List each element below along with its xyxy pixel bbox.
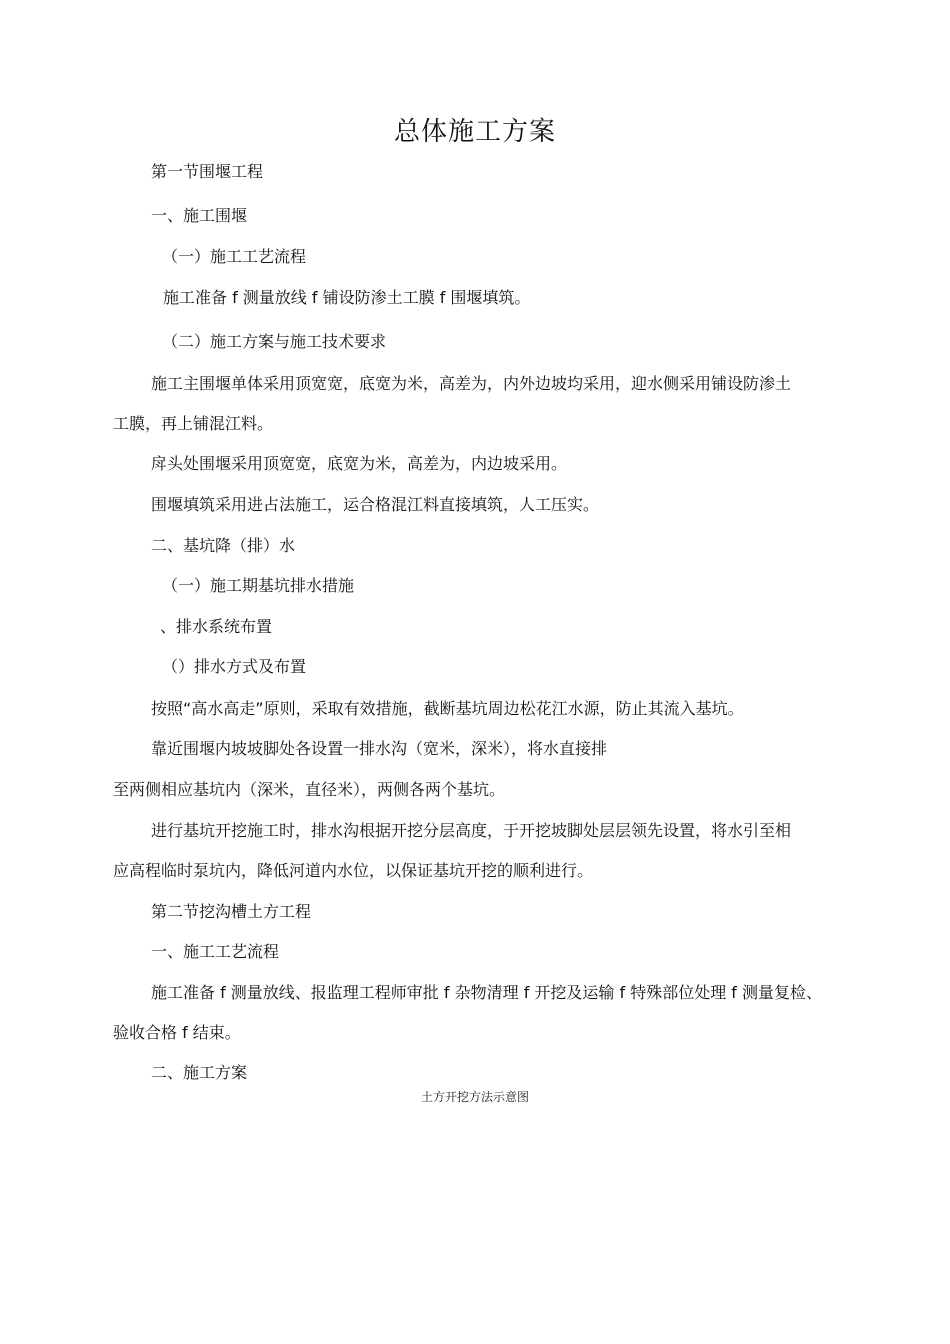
figure-caption: 土方开挖方法示意图 [420,1090,529,1104]
section-heading: 第一节围堰工程 [151,162,264,181]
paragraph-line: 围堰填筑采用进占法施工，运合格混江料直接填筑，人工压实。 [151,495,600,514]
subsection-heading: 二、基坑降（排）水 [151,536,296,555]
subsection-heading: （）排水方式及布置 [162,657,307,676]
paragraph-line: 进行基坑开挖施工时，排水沟根据开挖分层高度，于开挖坡脚处层层领先设置，将水引至相 [151,821,792,840]
document-title: 总体施工方案 [393,117,556,147]
paragraph-line: 戽头处围堰采用顶宽宽，底宽为米，高差为，内边坡采用。 [151,454,568,473]
subsection-heading: （二）施工方案与施工技术要求 [162,332,387,351]
paragraph-line: 靠近围堰内坡坡脚处各设置一排水沟（宽米，深米），将水直接排 [151,739,608,758]
section-heading: 第二节挖沟槽土方工程 [151,902,312,921]
subsection-heading: 二、施工方案 [151,1063,248,1082]
paragraph-line: 至两侧相应基坑内（深米，直径米），两侧各两个基坑。 [113,780,506,799]
subsection-heading: 一、施工工艺流程 [151,942,280,961]
subsection-heading: （一）施工期基坑排水措施 [162,576,355,595]
subsection-heading: 一、施工围堰 [151,206,248,225]
paragraph-line: 应高程临时泵坑内，降低河道内水位，以保证基坑开挖的顺利进行。 [113,861,594,880]
subsection-heading: 、排水系统布置 [160,617,273,636]
paragraph-line: 施工准备 f 测量放线 f 铺设防渗土工膜 f 围堰填筑。 [163,288,531,307]
paragraph-line: 验收合格 f 结束。 [113,1023,241,1042]
paragraph-line: 施工准备 f 测量放线、报监理工程师审批 f 杂物清理 f 开挖及运输 f 特殊部位处理 f 测量复检、 [151,983,823,1002]
paragraph-line: 工膜，再上铺混江料。 [113,414,274,433]
paragraph-line: 按照“高水高走”原则，采取有效措施，截断基坑周边松花江水源，防止其流入基坑。 [151,699,744,718]
subsection-heading: （一）施工工艺流程 [162,247,307,266]
paragraph-line: 施工主围堰单体采用顶宽宽，底宽为米，高差为，内外边坡均采用，迎水侧采用铺设防渗土 [151,374,792,393]
